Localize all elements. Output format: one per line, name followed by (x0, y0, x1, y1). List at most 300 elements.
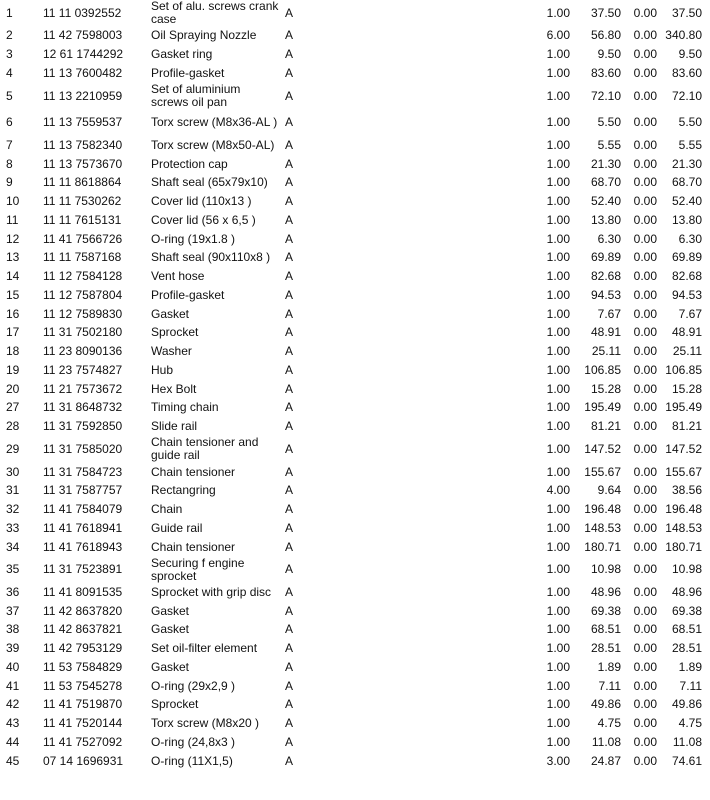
total-cell: 196.48 (665, 502, 702, 516)
spacer-cell (312, 249, 528, 268)
part-number-cell: 12 61 1744292 (43, 47, 124, 62)
table-row (0, 583, 705, 602)
spacer-cell (312, 583, 528, 602)
table-row (0, 752, 705, 771)
total-cell: 9.50 (678, 47, 702, 62)
position-cell: 12 (6, 231, 20, 246)
spacer-cell (312, 305, 528, 324)
part-number-cell: 11 31 7502180 (43, 325, 123, 340)
discount-cell: 0.00 (633, 88, 657, 103)
spacer-cell (312, 733, 528, 752)
part-number-cell: 11 42 7953129 (43, 641, 123, 656)
part-number-cell: 11 53 7584829 (43, 659, 123, 674)
table-row (0, 639, 705, 658)
type-cell: A (285, 65, 294, 80)
position-cell: 14 (6, 269, 20, 284)
position-cell: 32 (6, 502, 20, 516)
position-cell: 13 (6, 250, 20, 265)
quantity-cell: 1.00 (546, 269, 570, 284)
discount-cell: 0.00 (633, 65, 657, 80)
position-cell: 45 (6, 753, 20, 768)
spacer-cell (312, 519, 528, 538)
part-number-cell: 11 23 7574827 (43, 362, 123, 377)
total-cell: 25.11 (672, 344, 702, 359)
table-row (0, 342, 705, 361)
spacer-cell (312, 45, 528, 64)
type-cell: A (285, 231, 294, 246)
discount-cell: 0.00 (633, 753, 657, 768)
part-number-cell: 11 13 7600482 (43, 65, 123, 80)
quantity-cell: 1.00 (546, 441, 570, 456)
unit-price-cell: 25.11 (591, 344, 621, 359)
position-cell: 38 (6, 622, 20, 637)
discount-cell: 0.00 (633, 483, 657, 498)
table-row (0, 417, 705, 436)
total-cell: 1.89 (678, 659, 702, 674)
quantity-cell: 1.00 (546, 325, 570, 340)
unit-price-cell: 5.55 (597, 137, 621, 152)
spacer-cell (312, 230, 528, 249)
total-cell: 195.49 (665, 400, 702, 415)
discount-cell: 0.00 (633, 5, 657, 20)
position-cell: 33 (6, 520, 20, 535)
unit-price-cell: 56.80 (590, 28, 621, 43)
total-cell: 10.98 (671, 562, 702, 577)
type-cell: A (285, 697, 294, 712)
spacer-cell (312, 436, 528, 463)
unit-price-cell: 155.67 (584, 464, 621, 479)
type-cell: A (285, 419, 294, 434)
part-number-cell: 11 41 7618941 (43, 520, 123, 535)
total-cell: 94.53 (671, 287, 702, 302)
part-number-cell: 11 13 7582340 (43, 137, 123, 152)
spacer-cell (312, 714, 528, 733)
type-cell: A (285, 400, 294, 415)
discount-cell: 0.00 (633, 47, 657, 62)
table-row (0, 230, 705, 249)
part-number-cell: 11 41 7520144 (43, 716, 123, 731)
total-cell: 37.50 (671, 5, 702, 20)
quantity-cell: 1.00 (546, 622, 570, 637)
discount-cell: 0.00 (633, 441, 657, 456)
spacer-cell (312, 155, 528, 174)
part-number-cell: 11 12 7587804 (43, 287, 123, 302)
unit-price-cell: 1.89 (597, 659, 621, 674)
quantity-cell: 4.00 (546, 483, 570, 498)
unit-price-cell: 82.68 (590, 269, 621, 284)
table-row (0, 64, 705, 83)
position-cell: 5 (6, 88, 13, 103)
type-cell: A (285, 753, 294, 768)
table-row (0, 249, 705, 268)
position-cell: 40 (6, 659, 20, 674)
unit-price-cell: 24.87 (590, 753, 621, 768)
position-cell: 37 (6, 603, 20, 618)
unit-price-cell: 9.50 (597, 47, 621, 62)
spacer-cell (312, 481, 528, 500)
discount-cell: 0.00 (633, 641, 657, 656)
total-cell: 49.86 (671, 697, 702, 712)
unit-price-cell: 68.70 (590, 175, 621, 190)
part-number-cell: 11 31 8648732 (43, 400, 123, 415)
table-row (0, 380, 705, 399)
discount-cell: 0.00 (633, 584, 657, 599)
spacer-cell (312, 361, 528, 380)
type-cell: A (285, 250, 294, 265)
discount-cell: 0.00 (633, 678, 657, 693)
table-row (0, 399, 705, 418)
type-cell: A (285, 344, 294, 359)
position-cell: 20 (6, 381, 20, 396)
unit-price-cell: 49.86 (590, 697, 621, 712)
type-cell: A (285, 175, 294, 190)
unit-price-cell: 81.21 (590, 419, 621, 434)
quantity-cell: 1.00 (546, 502, 570, 516)
table-row (0, 305, 705, 324)
unit-price-cell: 15.28 (590, 381, 621, 396)
type-cell: A (285, 269, 294, 284)
table-row (0, 463, 705, 482)
part-number-cell: 11 31 7585020 (43, 441, 123, 456)
quantity-cell: 1.00 (546, 231, 570, 246)
quantity-cell: 1.00 (546, 464, 570, 479)
spacer-cell (312, 136, 528, 155)
discount-cell: 0.00 (633, 306, 657, 321)
position-cell: 16 (6, 306, 20, 321)
position-cell: 9 (6, 175, 13, 190)
spacer-cell (312, 602, 528, 621)
unit-price-cell: 68.51 (590, 622, 621, 637)
discount-cell: 0.00 (633, 231, 657, 246)
spacer-cell (312, 639, 528, 658)
position-cell: 19 (6, 362, 20, 377)
spacer-cell (312, 500, 528, 519)
discount-cell: 0.00 (633, 137, 657, 152)
discount-cell: 0.00 (633, 419, 657, 434)
position-cell: 44 (6, 734, 20, 749)
quantity-cell: 1.00 (546, 88, 570, 103)
description-cell: Torx screw (M8x50-AL) (151, 137, 275, 152)
part-number-cell: 07 14 1696931 (43, 753, 124, 768)
quantity-cell: 1.00 (546, 562, 570, 577)
table-row (0, 0, 705, 27)
part-number-cell: 11 11 0392552 (43, 5, 122, 20)
discount-cell: 0.00 (633, 659, 657, 674)
description-cell: Chain (151, 502, 183, 516)
position-cell: 43 (6, 716, 20, 731)
description-cell: Hub (151, 362, 174, 377)
unit-price-cell: 69.38 (590, 603, 621, 618)
discount-cell: 0.00 (633, 212, 657, 227)
description-cell: Protection cap (151, 156, 228, 171)
part-number-cell: 11 42 8637820 (43, 603, 123, 618)
table-row (0, 45, 705, 64)
total-cell: 11.08 (672, 734, 702, 749)
type-cell: A (285, 115, 294, 130)
discount-cell: 0.00 (633, 400, 657, 415)
spacer-cell (312, 211, 528, 230)
total-cell: 13.80 (671, 212, 702, 227)
description-cell: Cover lid (110x13 ) (151, 194, 252, 209)
discount-cell: 0.00 (633, 562, 657, 577)
type-cell: A (285, 678, 294, 693)
quantity-cell: 1.00 (546, 716, 570, 731)
part-number-cell: 11 41 7584079 (43, 502, 123, 516)
description-cell: Set oil-filter element (151, 641, 258, 656)
unit-price-cell: 180.71 (584, 539, 621, 554)
quantity-cell: 1.00 (546, 156, 570, 171)
position-cell: 27 (6, 400, 20, 415)
total-cell: 7.11 (679, 678, 702, 693)
part-number-cell: 11 11 7587168 (43, 250, 122, 265)
description-cell: Chain tensioner (151, 464, 236, 479)
table-row (0, 714, 705, 733)
part-number-cell: 11 31 7584723 (43, 464, 123, 479)
total-cell: 82.68 (671, 269, 702, 284)
table-row (0, 267, 705, 286)
quantity-cell: 1.00 (546, 250, 570, 265)
unit-price-cell: 147.52 (584, 441, 621, 456)
part-number-cell: 11 11 7530262 (43, 194, 122, 209)
table-row (0, 436, 705, 463)
part-number-cell: 11 53 7545278 (43, 678, 123, 693)
description-cell: Gasket (151, 622, 190, 637)
part-number-cell: 11 11 7615131 (43, 212, 122, 227)
quantity-cell: 1.00 (546, 584, 570, 599)
table-row (0, 500, 705, 519)
table-row (0, 324, 705, 343)
spacer-cell (312, 324, 528, 343)
quantity-cell: 1.00 (546, 47, 570, 62)
position-cell: 35 (6, 562, 20, 577)
part-number-cell: 11 23 8090136 (43, 344, 123, 359)
description-cell: Profile-gasket (151, 65, 225, 80)
table-row (0, 155, 705, 174)
total-cell: 15.28 (671, 381, 702, 396)
position-cell: 42 (6, 697, 20, 712)
unit-price-cell: 195.49 (584, 400, 621, 415)
discount-cell: 0.00 (633, 697, 657, 712)
discount-cell: 0.00 (633, 520, 657, 535)
total-cell: 340.80 (665, 28, 702, 43)
spacer-cell (312, 677, 528, 696)
table-row (0, 361, 705, 380)
description-cell: Hex Bolt (151, 381, 197, 396)
description-cell: Vent hose (151, 269, 205, 284)
total-cell: 68.51 (671, 622, 702, 637)
type-cell: A (285, 306, 294, 321)
total-cell: 69.89 (671, 250, 702, 265)
part-number-cell: 11 41 8091535 (43, 584, 123, 599)
type-cell: A (285, 194, 294, 209)
discount-cell: 0.00 (633, 156, 657, 171)
position-cell: 28 (6, 419, 20, 434)
description-cell: Securing f engine sprocket (151, 556, 245, 583)
quantity-cell: 1.00 (546, 287, 570, 302)
discount-cell: 0.00 (633, 502, 657, 516)
unit-price-cell: 48.91 (590, 325, 621, 340)
description-cell: Shaft seal (90x110x8 ) (151, 250, 271, 265)
unit-price-cell: 94.53 (590, 287, 621, 302)
table-row (0, 27, 705, 46)
spacer-cell (312, 695, 528, 714)
quantity-cell: 6.00 (546, 28, 570, 43)
position-cell: 31 (6, 483, 20, 498)
unit-price-cell: 106.85 (584, 362, 621, 377)
description-cell: Slide rail (151, 419, 198, 434)
description-cell: Gasket (151, 306, 190, 321)
discount-cell: 0.00 (633, 362, 657, 377)
quantity-cell: 1.00 (546, 641, 570, 656)
quantity-cell: 1.00 (546, 137, 570, 152)
description-cell: Sprocket (151, 325, 199, 340)
position-cell: 6 (6, 115, 13, 130)
table-row (0, 602, 705, 621)
description-cell: Profile-gasket (151, 287, 225, 302)
unit-price-cell: 83.60 (590, 65, 621, 80)
discount-cell: 0.00 (633, 250, 657, 265)
description-cell: Chain tensioner and guide rail (151, 436, 259, 463)
quantity-cell: 1.00 (546, 520, 570, 535)
spacer-cell (312, 556, 528, 583)
part-number-cell: 11 41 7519870 (43, 697, 123, 712)
spacer-cell (312, 286, 528, 305)
type-cell: A (285, 287, 294, 302)
description-cell: O-ring (19x1.8 ) (151, 231, 236, 246)
spacer-cell (312, 342, 528, 361)
type-cell: A (285, 584, 294, 599)
total-cell: 4.75 (678, 716, 702, 731)
description-cell: Cover lid (56 x 6,5 ) (151, 212, 256, 227)
position-cell: 30 (6, 464, 20, 479)
table-row (0, 174, 705, 193)
quantity-cell: 3.00 (546, 753, 570, 768)
type-cell: A (285, 622, 294, 637)
description-cell: Oil Spraying Nozzle (151, 28, 257, 43)
part-number-cell: 11 31 7592850 (43, 419, 123, 434)
position-cell: 11 (6, 212, 19, 227)
quantity-cell: 1.00 (546, 115, 570, 130)
description-cell: O-ring (29x2,9 ) (151, 678, 236, 693)
total-cell: 48.96 (671, 584, 702, 599)
part-number-cell: 11 12 7589830 (43, 306, 123, 321)
part-number-cell: 11 41 7618943 (43, 539, 123, 554)
total-cell: 180.71 (665, 539, 702, 554)
quantity-cell: 1.00 (546, 65, 570, 80)
table-row (0, 733, 705, 752)
quantity-cell: 1.00 (546, 194, 570, 209)
discount-cell: 0.00 (633, 464, 657, 479)
position-cell: 17 (6, 325, 20, 340)
quantity-cell: 1.00 (546, 381, 570, 396)
position-cell: 4 (6, 65, 13, 80)
type-cell: A (285, 381, 294, 396)
part-number-cell: 11 13 7559537 (43, 115, 123, 130)
type-cell: A (285, 464, 294, 479)
total-cell: 155.67 (665, 464, 702, 479)
discount-cell: 0.00 (633, 622, 657, 637)
unit-price-cell: 7.67 (597, 306, 621, 321)
quantity-cell: 1.00 (546, 419, 570, 434)
description-cell: O-ring (24,8x3 ) (151, 734, 236, 749)
total-cell: 69.38 (671, 603, 702, 618)
total-cell: 83.60 (671, 65, 702, 80)
discount-cell: 0.00 (633, 194, 657, 209)
quantity-cell: 1.00 (546, 306, 570, 321)
description-cell: Rectangring (151, 483, 216, 498)
quantity-cell: 1.00 (546, 539, 570, 554)
table-row (0, 519, 705, 538)
unit-price-cell: 72.10 (590, 88, 621, 103)
description-cell: Sprocket with grip disc (151, 584, 272, 599)
part-number-cell: 11 31 7587757 (43, 483, 123, 498)
type-cell: A (285, 734, 294, 749)
position-cell: 34 (6, 539, 20, 554)
description-cell: Guide rail (151, 520, 203, 535)
unit-price-cell: 7.11 (598, 678, 621, 693)
type-cell: A (285, 88, 294, 103)
description-cell: Sprocket (151, 697, 199, 712)
type-cell: A (285, 47, 294, 62)
total-cell: 68.70 (671, 175, 702, 190)
description-cell: Gasket ring (151, 47, 213, 62)
unit-price-cell: 11.08 (591, 734, 621, 749)
spacer-cell (312, 658, 528, 677)
table-row (0, 83, 705, 110)
position-cell: 41 (6, 678, 20, 693)
spacer-cell (312, 174, 528, 193)
description-cell: Torx screw (M8x36-AL ) (151, 115, 278, 130)
part-number-cell: 11 21 7573672 (43, 381, 123, 396)
unit-price-cell: 148.53 (584, 520, 621, 535)
unit-price-cell: 9.64 (597, 483, 621, 498)
position-cell: 8 (6, 156, 13, 171)
discount-cell: 0.00 (633, 539, 657, 554)
type-cell: A (285, 156, 294, 171)
unit-price-cell: 21.30 (590, 156, 621, 171)
description-cell: Gasket (151, 659, 190, 674)
description-cell: Set of aluminium screws oil pan (151, 82, 241, 110)
unit-price-cell: 10.98 (590, 562, 621, 577)
unit-price-cell: 5.50 (597, 115, 621, 130)
description-cell: O-ring (11X1,5) (151, 753, 233, 768)
discount-cell: 0.00 (633, 344, 657, 359)
position-cell: 3 (6, 47, 13, 62)
type-cell: A (285, 483, 294, 498)
spacer-cell (312, 752, 528, 771)
spacer-cell (312, 64, 528, 83)
table-row (0, 211, 705, 230)
discount-cell: 0.00 (633, 28, 657, 43)
total-cell: 72.10 (671, 88, 702, 103)
part-number-cell: 11 42 8637821 (43, 622, 123, 637)
position-cell: 15 (6, 287, 20, 302)
spacer-cell (312, 267, 528, 286)
description-cell: Shaft seal (65x79x10) (151, 175, 268, 190)
quantity-cell: 1.00 (546, 5, 570, 20)
table-row (0, 109, 705, 136)
discount-cell: 0.00 (633, 734, 657, 749)
description-cell: Set of alu. screws crank case (151, 0, 279, 27)
spacer-cell (312, 27, 528, 46)
total-cell: 5.55 (678, 137, 702, 152)
part-number-cell: 11 13 7573670 (43, 156, 123, 171)
table-row (0, 136, 705, 155)
unit-price-cell: 28.51 (590, 641, 621, 656)
discount-cell: 0.00 (633, 287, 657, 302)
spacer-cell (312, 620, 528, 639)
total-cell: 48.91 (671, 325, 702, 340)
